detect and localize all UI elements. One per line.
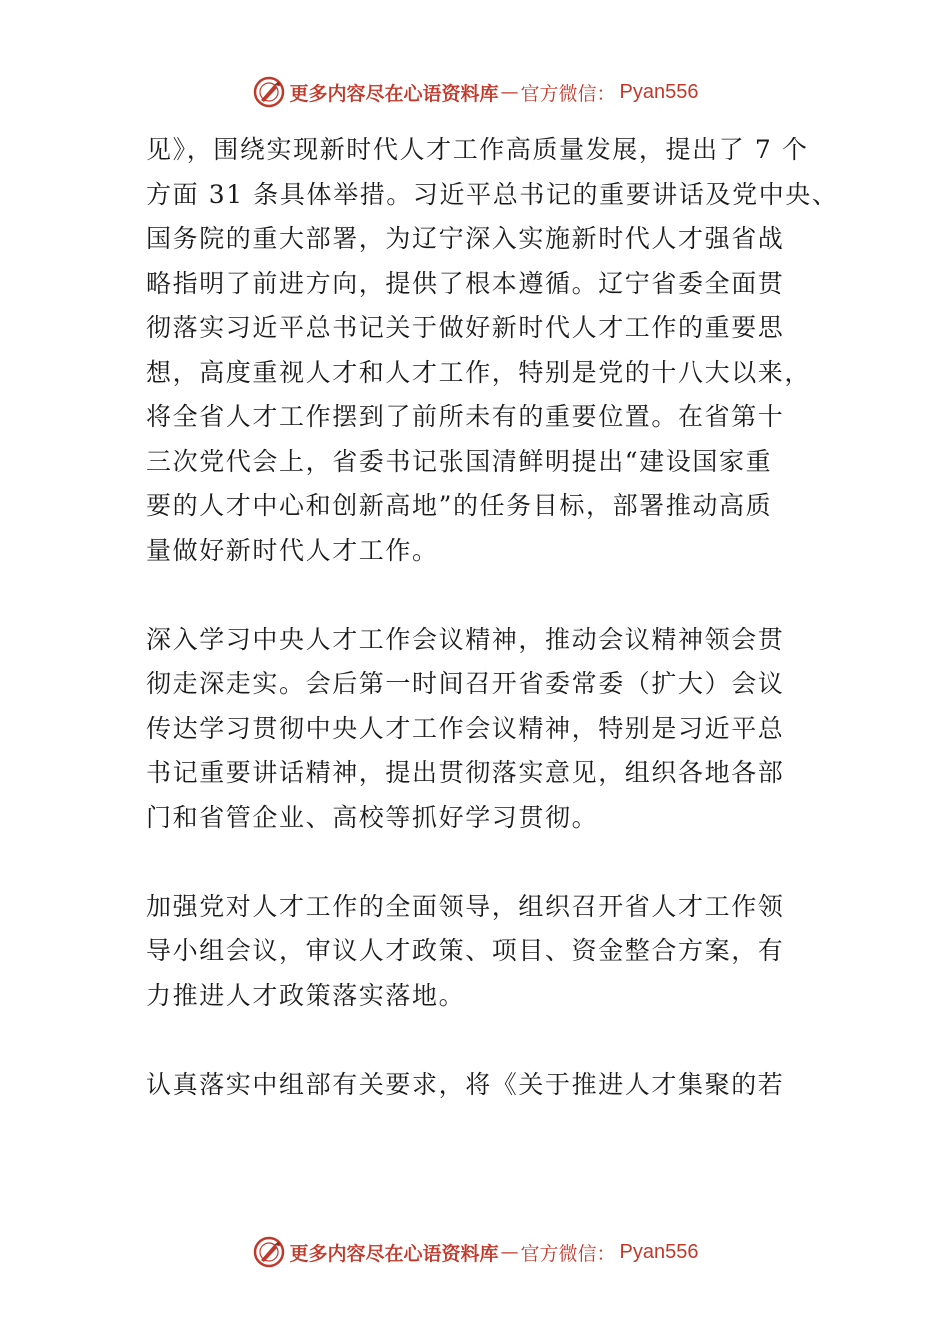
paragraph-2: 深入学习中央人才工作会议精神，推动会议精神领会贯 彻走深走实。会后第一时间召开省委常委（扩大）会议 传达学习贯彻中央人才工作会议精神，特别是习近平总 书记重要讲话精神，提出贯彻落实意见，组织各地各部 门和省管企业、高校等抓好学习贯彻。 — [146, 624, 785, 832]
document-body — [146, 128, 846, 1107]
banner-wechat-label: 官方微信： — [520, 82, 616, 105]
banner-wechat-label: 官方微信： — [520, 1242, 616, 1265]
banner-dash: — — [500, 1241, 519, 1263]
banner-dash: — — [500, 81, 519, 103]
banner-slogan: 更多内容尽在心语资料库 — [289, 82, 499, 105]
banner-wechat-id: Pyan556 — [619, 1240, 699, 1263]
paragraph-4: 认真落实中组部有关要求，将《关于推进人才集聚的若 — [146, 1069, 785, 1099]
paragraph-gap — [146, 840, 846, 885]
pen-nib-circle-icon — [252, 75, 286, 109]
banner-wechat-id: Pyan556 — [619, 80, 699, 103]
header-banner — [0, 72, 950, 112]
paragraph-gap — [146, 573, 846, 618]
paragraph-gap — [146, 1018, 846, 1063]
footer-banner — [0, 1232, 950, 1272]
paragraph-3: 加强党对人才工作的全面领导，组织召开省人才工作领 导小组会议，审议人才政策、项目、资金整合方案，有 力推进人才政策落实落地。 — [146, 891, 785, 1010]
paragraph-1: 见》，围绕实现新时代人才工作高质量发展，提出了 7 个 方面 31 条具体举措。习近平总书记的重要讲话及党中央、 国务院的重大部署，为辽宁深入实施新时代人才强省战 略指明了前进方向，提供了根本遵循。辽宁省委全面贯 彻落实习近平总书记关于做好新时代人才工作的重要思 想，高度重视人才和人才工作，特别是党的十八大以来， 将全省人才工作摆到了前所未有的重要位置。在省第十 三次党代会上，省委书记张国清鲜明提出“建设国家重 要的人才中心和创新高地”的任务目标，部署推动高质 量做好新时代人才工作。 — [146, 135, 839, 565]
banner-slogan: 更多内容尽在心语资料库 — [289, 1242, 499, 1265]
pen-nib-circle-icon — [252, 1235, 286, 1269]
